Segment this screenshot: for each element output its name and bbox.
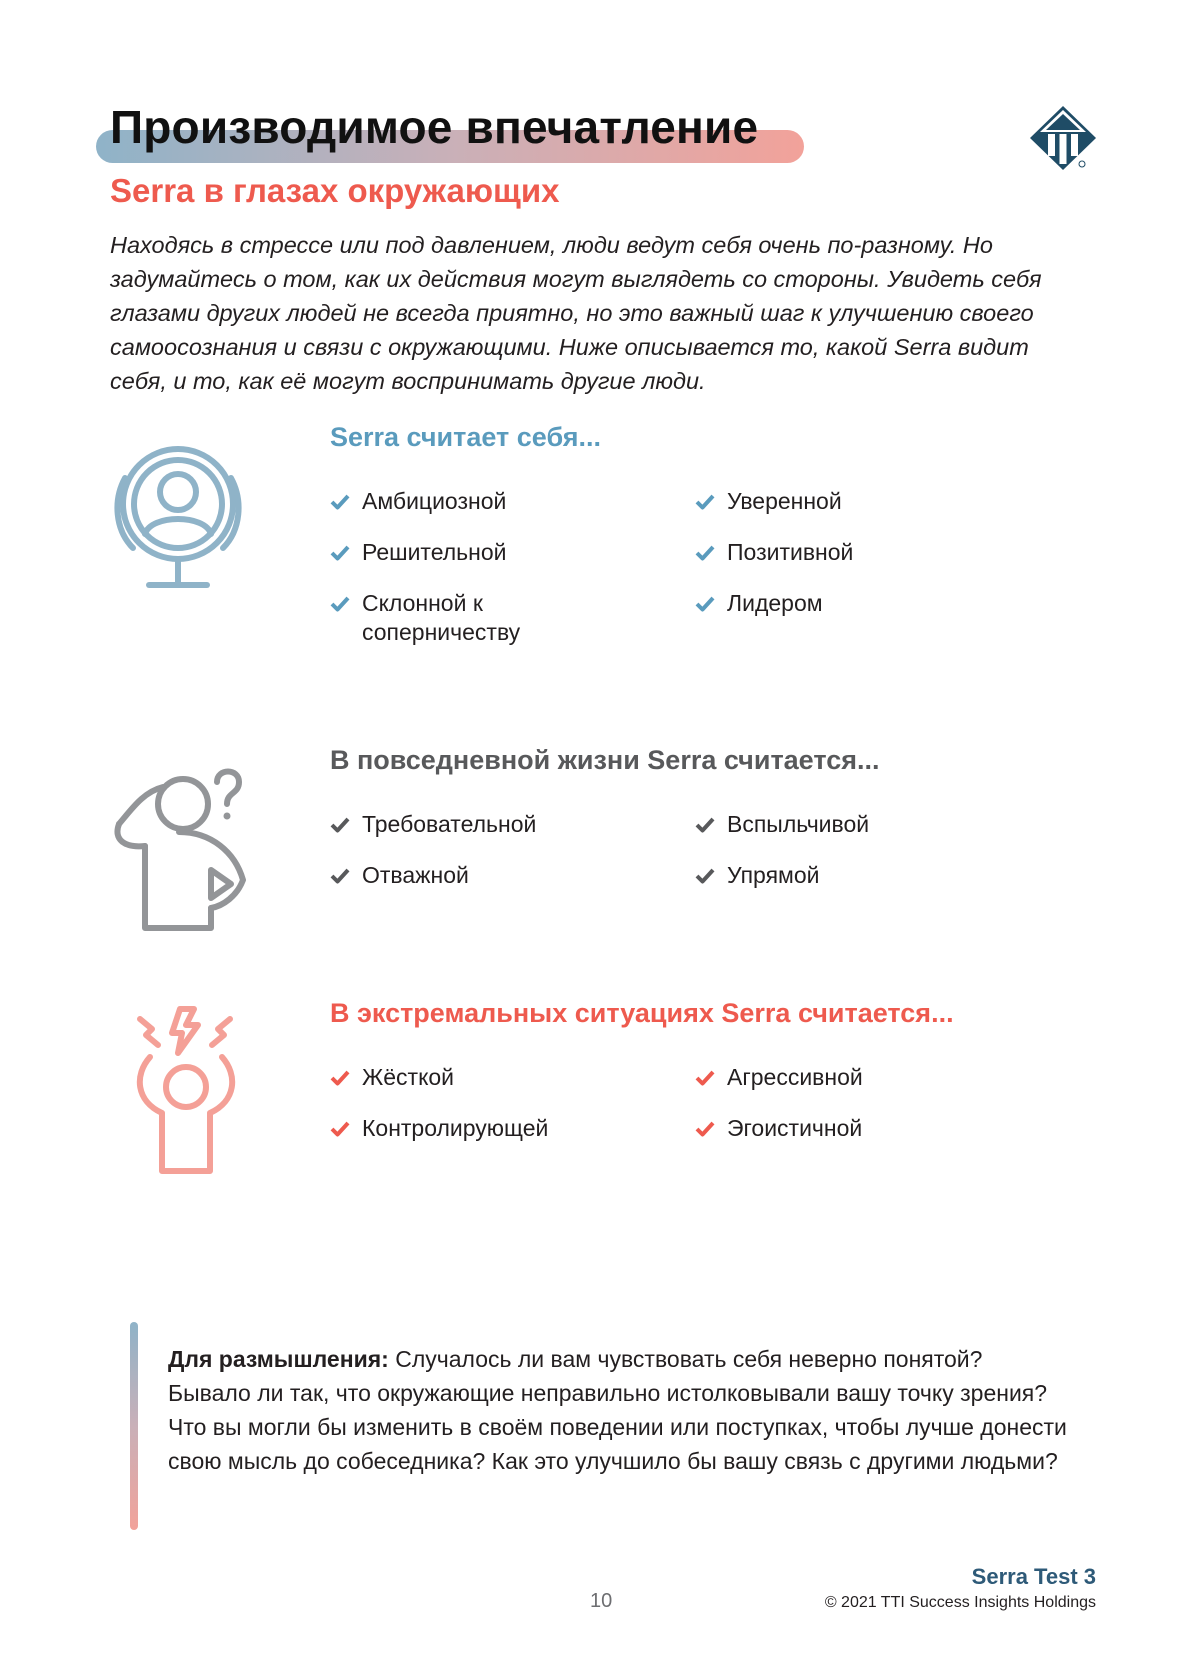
section-extreme-heading: В экстремальных ситуациях Serra считается... [330, 998, 954, 1028]
check-icon [330, 595, 350, 612]
reflection-accent-bar [130, 1322, 138, 1530]
list-item: Жёсткой [330, 1063, 695, 1092]
list-item: Эгоистичной [695, 1114, 1060, 1143]
check-icon [695, 1069, 715, 1086]
check-icon [695, 867, 715, 884]
section-everyday-list [330, 810, 1060, 890]
check-icon [330, 544, 350, 561]
list-item: Уверенной [695, 487, 1060, 516]
tti-logo-icon [1028, 104, 1098, 172]
list-item: Решительной [330, 538, 695, 567]
section-self-list [330, 487, 1060, 647]
check-icon [695, 493, 715, 510]
list-item: Позитивной [695, 538, 1060, 567]
confused-person-icon [103, 762, 253, 932]
check-icon [330, 1120, 350, 1137]
list-item: Отважной [330, 861, 695, 890]
check-icon [695, 595, 715, 612]
section-everyday-heading: В повседневной жизни Serra считается... [330, 745, 880, 775]
check-icon [695, 544, 715, 561]
check-icon [330, 867, 350, 884]
check-icon [695, 816, 715, 833]
mirror-person-icon [103, 440, 253, 610]
list-item: Требовательной [330, 810, 695, 839]
reflection-text [168, 1342, 1068, 1478]
page-subtitle: Serra в глазах окружающих [110, 172, 560, 209]
check-icon [330, 1069, 350, 1086]
reflection-body: Случалось ли вам чувствовать себя неверно понятой? Бывало ли так, что окружающие неправильно истолковывали вашу точку зрения? Что вы могли бы изменить в своём поведении или поступках, чтобы лучше донести свою мысль до собеседника? Как это улучшило бы вашу связь с другими людьми? [168, 1346, 1067, 1474]
intro-paragraph: Находясь в стрессе или под давлением, люди ведут себя очень по-разному. Но задумайтесь о том, как их действия могут выглядеть со стороны. Увидеть себя глазами других людей не всегда приятно, но это важный шаг к улучшению своего самоосознания и связи с окружающими. Ниже описывается то, какой Serra видит себя, и то, как её могут воспринимать другие люди. [110, 232, 1042, 394]
section-self-heading: Serra считает себя... [330, 422, 602, 452]
list-item: Агрессивной [695, 1063, 1060, 1092]
page-title: Производимое впечатление [110, 101, 759, 153]
section-extreme-list [330, 1063, 1060, 1143]
list-item: Вспыльчивой [695, 810, 1060, 839]
check-icon [695, 1120, 715, 1137]
stressed-person-icon [118, 1005, 268, 1175]
page-number: 10 [590, 1590, 613, 1612]
list-item: Упрямой [695, 861, 1060, 890]
list-item: Амбициозной [330, 487, 695, 516]
check-icon [330, 493, 350, 510]
check-icon [330, 816, 350, 833]
copyright: © 2021 TTI Success Insights Holdings [824, 1594, 1096, 1611]
list-item: Лидером [695, 589, 1060, 647]
reflection-label: Для размышления: [168, 1346, 389, 1372]
report-name: Serra Test 3 [971, 1564, 1096, 1589]
list-item: Склонной к соперничеству [330, 589, 695, 647]
list-item: Контролирующей [330, 1114, 695, 1143]
